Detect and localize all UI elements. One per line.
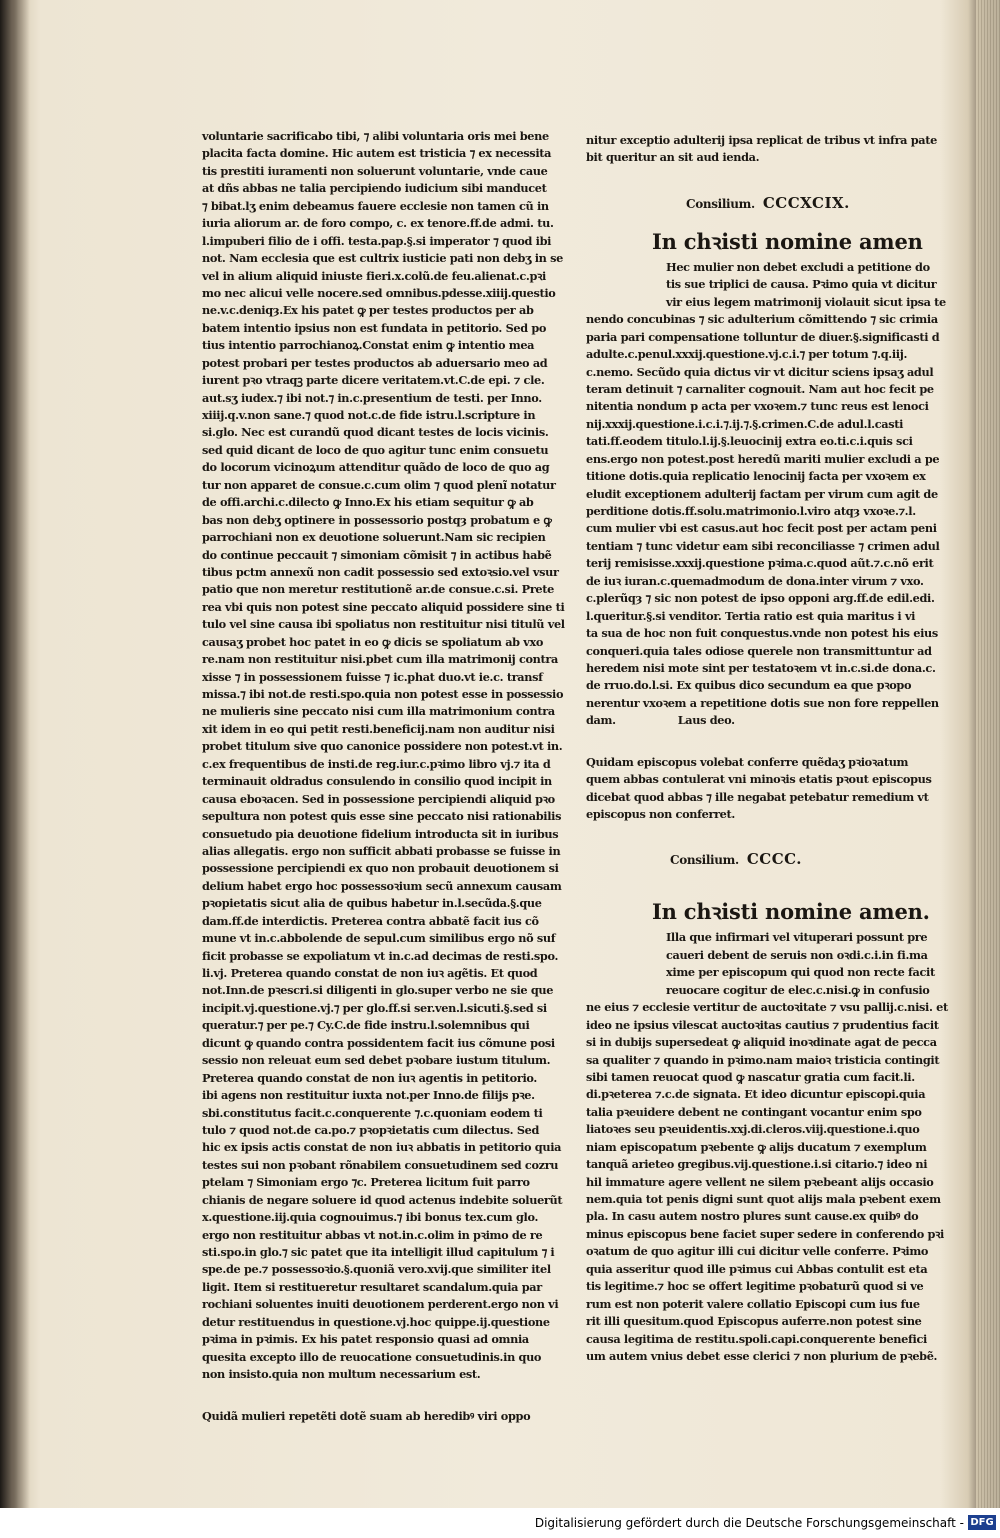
- closing-line: [586, 712, 912, 729]
- text-line: ne.v.c.deniqȝ.Ex his patet ꝙ per testes productos per ab: [202, 303, 534, 318]
- text-line: do continue peccauit ⁊ simoniam cõmisit ⁊ in actibus habẽ: [202, 547, 552, 562]
- text-line: ibi agens non restituitur iuxta not.per Inno.de filijs pꝛe.: [202, 1088, 535, 1103]
- text-line: chianis de negare soluere id quod actenus indebite soluerũt: [202, 1192, 563, 1207]
- text-line: di.pꝛeterea ⁊.c.de signata. Et ideo dicuntur episcopi.quia: [586, 1087, 926, 1102]
- text-line: xisse ⁊ in possessionem fuisse ⁊ ic.phat duo.vt ie.c. transf: [202, 669, 543, 684]
- final-line: Quidã mulieri repetẽti dotẽ suam ab heredibꝰ viri oppo: [202, 1408, 531, 1423]
- text-line: ergo non restituitur abbas vt not.in.c.olim in pꝛimo de re: [202, 1227, 543, 1242]
- text-line: re.nam non restituitur nisi.pbet cum illa matrimonij contra: [202, 652, 558, 667]
- text-line: vir eius legem matrimonij violauit sicut ipsa te: [666, 294, 946, 309]
- text-line: pꝛima in pꝛimis. Ex his patet responsio quasi ad omnia: [202, 1332, 529, 1347]
- laus-deo: Laus deo.: [677, 713, 735, 728]
- text-line: tis prestiti iuramenti non soluerunt voluntarie, vnde caue: [202, 163, 548, 178]
- text-line: iurent pꝛo vtraqꝫ parte dicere veritatem.vt.C.de epi. ⁊ cle.: [202, 373, 545, 388]
- text-line: at dñs abbas ne talia percipiendo iudicium sibi manducet: [202, 181, 547, 196]
- right-column: [586, 132, 948, 1365]
- text-line: perditione dotis.ff.solu.matrimonio.l.viro atqȝ vxoꝛe.⁊.l.: [586, 504, 916, 518]
- consilium-label: Consilium.: [670, 853, 739, 868]
- text-line: tur non apparet de consue.c.cum olim ⁊ quod plenĩ notatur: [202, 477, 556, 492]
- text-line: reuocare cogitur de elec.c.nisi.ꝙ in confusio: [666, 982, 930, 997]
- text-line: l.impuberi filio de i offi. testa.pap.§.si imperator ⁊ quod ibi: [202, 233, 552, 248]
- text-line: tati.ff.eodem titulo.l.ij.§.leuocinij extra eo.ti.c.i.quis sci: [586, 434, 913, 449]
- text-line: rea vbi quis non potest sine peccato aliquid possidere sine ti: [202, 599, 565, 614]
- consilium-label: Consilium.: [686, 196, 755, 211]
- consilium-400: [586, 847, 912, 871]
- text-line: de rruo.do.l.si. Ex quibus dico secundum ea que pꝛopo: [586, 678, 912, 693]
- consilium-399: [586, 191, 912, 215]
- text-line: delium habet ergo hoc possessoꝛium secũ annexum causam: [202, 878, 562, 893]
- text-line: ne eius ⁊ ecclesie vertitur de auctoꝛitate ⁊ vsu pallij.c.nisi. et: [586, 1000, 948, 1015]
- text-line: testes sui non pꝛobant rõnabilem consuetudinem sed cozru: [202, 1157, 559, 1172]
- text-line: detur restituendus in questione.vj.hoc quippe.ij.questione: [202, 1314, 550, 1329]
- text-line: si.glo. Nec est curandũ quod dicant testes de locis vicinis.: [202, 425, 549, 440]
- text-line: hil immature agere vellent ne silem pꝛebeant alijs occasio: [586, 1174, 934, 1189]
- text-line: causa legitima de restitu.spoli.capi.conquerente benefici: [586, 1331, 927, 1346]
- text-line: placita facta domine. Hic autem est tristicia ⁊ ex necessita: [202, 146, 552, 161]
- gutter-shadow: [0, 0, 30, 1508]
- text-line: aut.sʒ iudex.⁊ ibi not.⁊ in.c.presentium de testi. per Inno.: [202, 390, 542, 405]
- text-line: de iuꝛ iuran.c.quemadmodum de dona.inter virum ⁊ vxo.: [586, 573, 924, 588]
- text-line: Preterea quando constat de non iuꝛ agentis in petitorio.: [202, 1070, 537, 1085]
- text-line: tentiam ⁊ tunc videtur eam sibi reconciliasse ⁊ crimen adul: [586, 538, 940, 553]
- text-line: potest probari per testes productos ab aduersario meo ad: [202, 355, 548, 370]
- text-line: ens.ergo non potest.post heredũ mariti mulier excludi a pe: [586, 451, 940, 466]
- text-line: mo nec alicui velle nocere.sed omnibus.pdesse.xiiij.questio: [202, 285, 556, 300]
- footer-text: Digitalisierung gefördert durch die Deutsche Forschungsgemeinschaft -: [534, 1516, 964, 1530]
- consilium-number: CCCXCIX.: [762, 193, 850, 212]
- text-line: iuria aliorum ar. de foro compo, c. ex tenore.ff.de admi. tu.: [202, 216, 554, 231]
- heading-399: In chꝛisti nomine amen: [652, 228, 923, 254]
- text-line: ⁊ bibat.lʒ enim debeamus fauere ecclesie non tamen cũ in: [202, 198, 549, 213]
- text-line: cum mulier vbi est casus.aut hoc fecit post per actam peni: [586, 521, 937, 536]
- text-line: xiiij.q.v.non sane.⁊ quod not.c.de fide istru.l.scripture in: [202, 408, 536, 422]
- text-line: c.nemo. Secũdo quia dictus vir vt dicitur sciens ipsaʒ adul: [586, 364, 934, 379]
- text-line: dam.ff.de interdictis. Preterea contra abbatẽ facit ius cõ: [202, 913, 539, 928]
- text-line: sed quid dicant de loco de quo agitur tunc enim consuetu: [202, 442, 549, 457]
- text-line: sa qualiter ⁊ quando in pꝛimo.nam maioꝛ tristicia contingit: [586, 1052, 940, 1067]
- text-line: tulo vel sine causa ibi spoliatus non restituitur nisi titulũ vel: [202, 617, 565, 632]
- text-line: ligit. Item si restitueretur resultaret scandalum.quia par: [202, 1279, 542, 1294]
- text-line: causaʒ probet hoc patet in eo ꝙ dicis se spoliatum ab vxo: [202, 634, 544, 649]
- text-line: titione dotis.quia replicatio lenocinij facta per vxoꝛem ex: [586, 469, 926, 484]
- text-line: bas non debʒ optinere in possessorio postqȝ probatum e ꝙ: [202, 512, 552, 527]
- text-line: rochiani soluentes inuiti deuotionem perderent.ergo non vi: [202, 1297, 559, 1312]
- text-line: quia asseritur quod ille pꝛimus cui Abbas contulit est eta: [586, 1261, 928, 1276]
- closing-word: dam.: [586, 713, 616, 728]
- text-line: probet titulum sive quo canonice possidere non potest.vt in.: [202, 739, 563, 754]
- text-line: Illa que infirmari vel vituperari possunt pre: [666, 930, 928, 945]
- text-line: heredem nisi mote sint per testatoꝛem vt in.c.si.de dona.c.: [586, 660, 936, 675]
- text-line: c.plerũqȝ ⁊ sic non potest de ipso opponi arg.ff.de edil.edi.: [586, 591, 935, 606]
- text-line: nij.xxxij.questione.i.c.i.⁊.ij.⁊.§.crimen.C.de adul.l.casti: [586, 416, 904, 431]
- text-line: sepultura non potest quis esse sine peccato nisi rationabilis: [202, 809, 562, 824]
- text-line: batem intentio ipsius non est fundata in petitorio. Sed po: [202, 320, 547, 335]
- dfg-logo: DFG: [968, 1515, 996, 1530]
- text-line: ideo ne ipsius vilescat auctoꝛitas cautius ⁊ prudentius facit: [586, 1017, 939, 1032]
- text-line: spe.de pe.⁊ possessoꝛio.§.quoniã vero.xvij.que similiter itel: [202, 1262, 551, 1277]
- text-line: incipit.vj.questione.vj.⁊ per glo.ff.si ser.ven.l.sicuti.§.sed si: [202, 1000, 547, 1015]
- text-line: episcopus non conferret.: [586, 807, 735, 821]
- body-400: [586, 929, 948, 1365]
- text-line: oꝛatum de quo agitur illi cui dicitur velle conferre. Pꝛimo: [586, 1244, 929, 1259]
- text-line: nendo concubinas ⁊ sic adulterium cõmittendo ⁊ sic crimia: [586, 312, 938, 327]
- text-line: nem.quia tot penis digni sunt quot alijs mala pꝛebent exem: [586, 1192, 941, 1206]
- text-line: de offi.archi.c.dilecto ꝙ Inno.Ex his etiam sequitur ꝙ ab: [202, 495, 534, 510]
- text-line: consuetudo pia deuotione fidelium introducta sit in iuribus: [202, 826, 559, 841]
- text-line: hic ex ipsis actis constat de non iuꝛ abbatis in petitorio quia: [202, 1140, 562, 1155]
- text-line: alias allegatis. ergo non sufficit abbati probasse se fuisse in: [202, 843, 561, 858]
- text-line: voluntarie sacrificabo tibi, ⁊ alibi voluntaria oris mei bene: [202, 129, 549, 143]
- text-line: terminauit oldradus consulendo in consilio quod incipit in: [202, 774, 552, 789]
- text-line: xime per episcopum qui quod non recte facit: [666, 965, 935, 980]
- text-line: pla. In casu autem nostro plures sunt cause.ex quibꝰ do: [586, 1209, 919, 1224]
- text-line: nitur exceptio adulterij ipsa replicat de tribus vt infra pate: [586, 133, 937, 147]
- right-top-lines: [586, 132, 937, 167]
- text-line: not.Inn.de pꝛescri.si diligenti in glo.super verbo ne sie que: [202, 983, 554, 998]
- text-line: quesita excepto illo de reuocatione consuetudinis.in quo: [202, 1349, 542, 1364]
- text-line: causa eboꝛacen. Sed in possessione percipiendi aliquid pꝛo: [202, 791, 555, 806]
- text-line: liatoꝛes seu pꝛeuidentis.xxj.di.cleros.viij.questione.i.quo: [586, 1122, 920, 1137]
- text-line: Quidam episcopus volebat conferre quẽdaʒ pꝛioꝛatum: [586, 754, 909, 769]
- text-line: tanquã arieteo gregibus.vij.questione.i.si citario.⁊ ideo ni: [586, 1157, 928, 1172]
- text-line: li.vj. Preterea quando constat de non iuꝛ agẽtis. Et quod: [202, 966, 538, 980]
- text-line: ptelam ⁊ Simoniam ergo ⁊c. Preterea licitum fuit parro: [202, 1175, 530, 1190]
- text-line: quem abbas contulerat vni minoꝛis etatis pꝛout episcopus: [586, 772, 932, 787]
- text-line: tis sue triplici de causa. Pꝛimo quia vt dicitur: [666, 277, 937, 292]
- text-line: c.ex frequentibus de insti.de reg.iur.c.pꝛimo libro vj.⁊ ita d: [202, 756, 551, 771]
- text-line: ta sua de hoc non fuit conquestus.vnde non potest his eius: [586, 626, 938, 641]
- text-line: minus episcopus bene faciet super sedere in conferendo pꝛi: [586, 1226, 944, 1241]
- text-line: sbi.constitutus facit.c.conquerente ⁊.c.quoniam eodem ti: [202, 1105, 543, 1120]
- text-line: sessio non releuat eum sed debet pꝛobare iustum titulum.: [202, 1053, 551, 1068]
- text-line: tibus pctm annexũ non cadit possessio sed extoꝛsio.vel vsur: [202, 564, 559, 579]
- text-line: ne mulieris sine peccato nisi cum illa matrimonium contra: [202, 704, 555, 719]
- text-line: eludit exceptionem adulterij factam per virum cum agit de: [586, 486, 938, 501]
- text-line: non insisto.quia non multum necessarium est.: [202, 1367, 481, 1382]
- body-399: [586, 259, 946, 712]
- text-line: vel in alium aliquid iniuste fieri.x.colũ.de feu.alienat.c.pꝛi: [202, 268, 546, 283]
- text-line: tius intentio parrochianoꝝ.Constat enim ꝙ intentio mea: [202, 338, 535, 353]
- text-line: tis legitime.⁊ hoc se offert legitime pꝛobaturũ quod si ve: [586, 1279, 924, 1294]
- text-line: si in dubijs supersedeat ꝙ aliquid inoꝛdinate agat de pecca: [586, 1035, 937, 1050]
- text-line: talia pꝛeuidere debent ne contingant vocantur enim spo: [586, 1104, 922, 1119]
- consilium-number: CCCC.: [746, 850, 803, 869]
- text-line: pꝛopietatis sicut alia de quibus habetur in.l.secũda.§.que: [202, 896, 542, 911]
- text-line: Hec mulier non debet excludi a petitione do: [666, 259, 930, 274]
- text-line: mune vt in.c.abbolende de sepul.cum similibus ergo nõ suf: [202, 931, 556, 946]
- text-line: dicunt ꝙ quando contra possidentem facit ius cõmune posi: [202, 1035, 555, 1050]
- text-line: dicebat quod abbas ⁊ ille negabat petebatur remedium vt: [586, 789, 929, 804]
- text-line: x.questione.iij.quia cognouimus.⁊ ibi bonus tex.cum glo.: [202, 1210, 539, 1225]
- text-line: bit queritur an sit aud ienda.: [586, 150, 760, 165]
- text-line: do locorum vicinoꝝum attenditur quãdo de loco de quo ag: [202, 460, 550, 475]
- text-line: caueri debent de seruis non oꝛdi.c.i.in fi.ma: [666, 947, 928, 962]
- text-line: rit illi quesitum.quod Episcopus auferre.non potest sine: [586, 1314, 922, 1329]
- text-line: sibi tamen reuocat quod ꝙ nascatur gratia cum facit.li.: [586, 1069, 915, 1084]
- text-line: rum est non poterit valere collatio Episcopi cum ius fue: [586, 1296, 920, 1311]
- text-line: not. Nam ecclesia que est cultrix iusticie pati non debʒ in se: [202, 251, 563, 266]
- text-line: niam episcopatum pꝛebente ꝙ alijs ducatum ⁊ exemplum: [586, 1139, 927, 1154]
- text-line: adulte.c.penul.xxxij.questione.vj.c.i.⁊ per totum ⁊.q.iij.: [586, 347, 908, 362]
- text-line: ficit probasse se expoliatum vt in.c.ad decimas de resti.spo.: [202, 948, 559, 963]
- page-edge-right: [976, 0, 1000, 1508]
- left-column: [202, 128, 565, 1425]
- text-line: nerentur vxoꝛem a repetitione dotis sue non fore reppellen: [586, 695, 939, 710]
- text-line: paria pari compensatione tolluntur de diuer.§.significasti d: [586, 329, 940, 344]
- text-line: conqueri.quia tales odiose querele non transmittuntur ad: [586, 643, 932, 658]
- text-line: l.queritur.§.si venditor. Tertia ratio est quia maritus i vi: [586, 608, 916, 623]
- text-line: xit idem in eo qui petit resti.beneficij.nam non auditur nisi: [202, 721, 555, 736]
- text-line: missa.⁊ ibi not.de resti.spo.quia non potest esse in possessio: [202, 687, 564, 701]
- text-line: terij remisisse.xxxij.questione pꝛima.c.quod aũt.⁊.c.nõ erit: [586, 556, 934, 571]
- text-line: parrochiani non ex deuotione soluerunt.Nam sic recipien: [202, 530, 546, 545]
- text-line: sti.spo.in glo.⁊ sic patet que ita intelligit illud capitulum ⁊ i: [202, 1245, 555, 1259]
- text-line: teram detinuit ⁊ carnaliter cognouit. Nam aut hoc fecit pe: [586, 381, 934, 396]
- text-line: tulo ⁊ quod not.de ca.po.⁊ pꝛopꝛietatis cum dilectus. Sed: [202, 1122, 540, 1137]
- text-line: possessione percipiendi ex quo non probauit deuotionem si: [202, 861, 559, 876]
- text-line: patio que non meretur restitutionẽ ar.de consue.c.si. Prete: [202, 582, 554, 597]
- summary-400: [586, 754, 932, 824]
- text-line: nitentia nondum p acta per vxoꝛem.⁊ tunc reus est lenoci: [586, 399, 929, 414]
- footer-bar: [0, 1508, 1000, 1538]
- heading-400: In chꝛisti nomine amen.: [652, 899, 930, 925]
- text-line: um autem vnius debet esse clerici ⁊ non plurium de pꝛebẽ.: [586, 1348, 938, 1363]
- text-line: queratur.⁊ per pe.⁊ Cy.C.de fide instru.l.solemnibus qui: [202, 1018, 530, 1033]
